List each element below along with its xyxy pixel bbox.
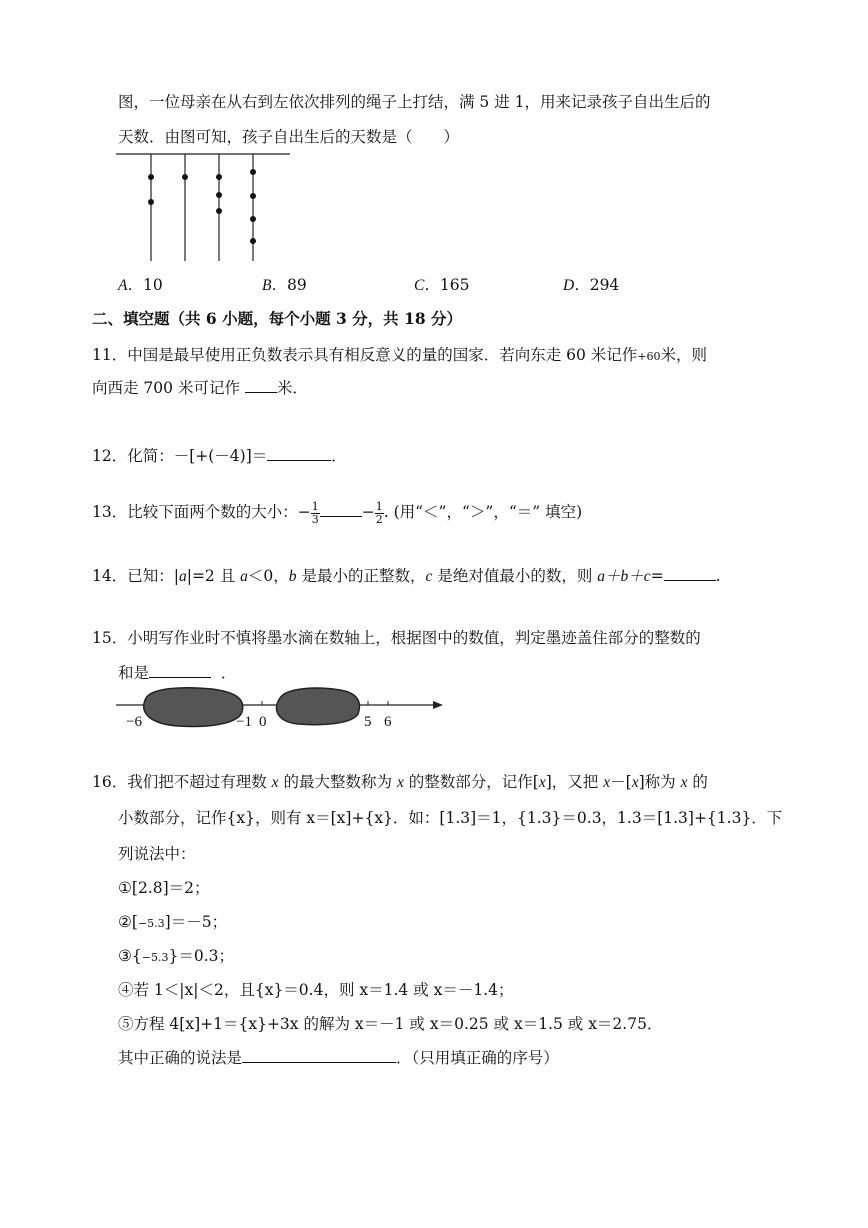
q16-line3: 列说法中： <box>118 845 196 863</box>
q16-item5: ⑤方程 4[x]+1＝{x}+3x 的解为 x＝－1 或 x＝0.25 或 x＝1.5 或 x＝2.75． <box>118 1015 663 1033</box>
axis-arrow <box>433 701 443 709</box>
knot <box>216 174 222 180</box>
q16-item2: ②[−5.3]＝－5； <box>118 913 228 931</box>
axis-label: −1 <box>236 714 252 730</box>
ink-blot-left <box>144 688 243 727</box>
axis-label: −6 <box>126 714 142 730</box>
axis-label: 5 <box>364 714 372 730</box>
q13: 13．比较下面两个数的大小：− $\frac{1}{3}$ − $\frac{1}{2}$ . (用“＜”，“＞”，“＝” 填空) <box>92 499 583 526</box>
knot <box>216 192 222 198</box>
q16-conclusion: 其中正确的说法是 ．（只用填正确的序号） <box>118 1049 559 1067</box>
ink-blot-right <box>277 688 360 725</box>
q16-line1: 16．我们把不超过有理数 x 的最大整数称为 x 的整数部分，记作[x]，又把 x－[x]称为 x 的 <box>92 773 708 791</box>
fraction-one-third: $\frac{1}{3}$ <box>311 499 319 526</box>
option-c: C．165 <box>414 276 470 294</box>
answer-blank[interactable] <box>664 566 716 581</box>
option-b: B．89 <box>262 276 307 294</box>
axis-label: 6 <box>384 714 392 730</box>
answer-blank[interactable] <box>320 502 362 517</box>
answer-blank[interactable] <box>149 663 211 678</box>
fraction-one-half: $\frac{1}{2}$ <box>375 499 383 526</box>
answer-blank[interactable] <box>267 446 331 461</box>
q15-line1: 15．小明写作业时不慎将墨水滴在数轴上，根据图中的数值，判定墨迹盖住部分的整数的 <box>92 629 701 647</box>
section-heading: 二、填空题（共 6 小题，每个小题 3 分，共 18 分） <box>92 309 463 328</box>
q16-item4: ④若 1＜|x|＜2，且{x}＝0.4，则 x＝1.4 或 x＝－1.4； <box>118 981 514 999</box>
q15-line2: 和是 ． <box>118 664 237 682</box>
knot <box>250 169 256 175</box>
q16-line2: 小数部分，记作{x}，则有 x＝[x]+{x}．如：[1.3]＝1，{1.3}＝0.3，1.3＝[1.3]+{1.3}．下 <box>118 809 783 827</box>
answer-blank[interactable] <box>245 378 277 393</box>
knot <box>182 174 188 180</box>
q14: 14．已知：|a|=2 且 a＜0，b 是最小的正整数，c 是绝对值最小的数，则 a＋b＋c= . <box>92 567 721 585</box>
number-line-figure <box>112 684 446 732</box>
knot-rope-figure <box>112 148 294 264</box>
knot <box>250 216 256 222</box>
knot <box>216 208 222 214</box>
knot <box>148 174 154 180</box>
q16-item3: ③{−5.3}＝0.3； <box>118 947 234 965</box>
q16-item1: ①[2.8]＝2； <box>118 879 210 897</box>
option-d: D．294 <box>563 276 620 294</box>
knot <box>250 193 256 199</box>
q11-line2: 向西走 700 米可记作 米． <box>92 379 308 397</box>
knot <box>250 238 256 244</box>
q10-line2: 天数．由图可知，孩子自出生后的天数是（ ） <box>118 128 460 146</box>
q12: 12．化简：－[+(－4)]＝ ． <box>92 447 347 465</box>
answer-blank[interactable] <box>242 1048 396 1063</box>
q11-line1: 11．中国是最早使用正负数表示具有相反意义的量的国家．若向东走 60 米记作+60米，则 <box>92 346 708 364</box>
axis-label: 0 <box>259 714 267 730</box>
knot <box>148 199 154 205</box>
q10-line1: 图，一位母亲在从右到左依次排列的绳子上打结，满 5 进 1，用来记录孩子自出生后的 <box>118 93 711 111</box>
option-a: A．10 <box>118 276 163 294</box>
